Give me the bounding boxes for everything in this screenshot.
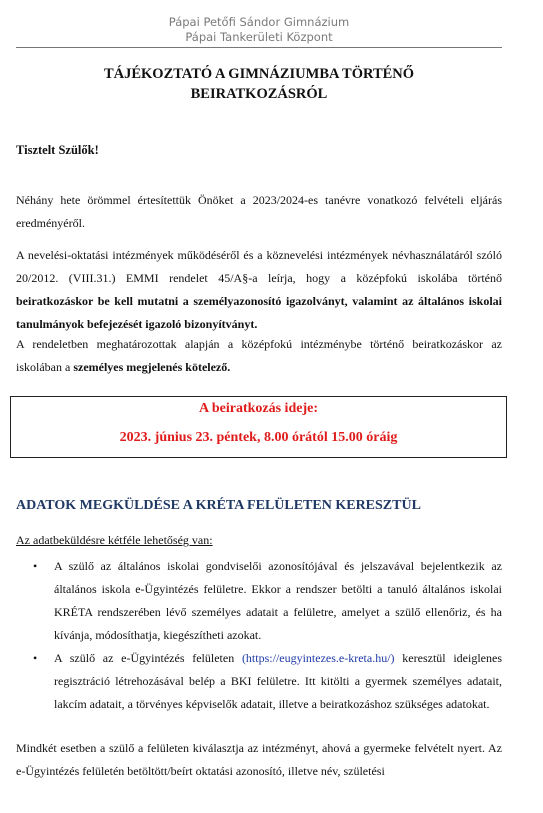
intro-paragraph: Néhány hete örömmel értesítettük Önöket a 2023/2024-es tanévre vonatkozó felvételi eljárás eredményéről. (16, 193, 502, 230)
greeting: Tisztelt Szülők! (16, 143, 99, 157)
option-2-text-post: keresztül ideiglenes regisztráció létrehozásával belép a BKI felületre. Itt kitölti a gyermek személyes adatait, lakcím adatait, a törvényes képviselők adatait, illetve a beiratkozáshoz szükséges adatokat. (54, 651, 502, 711)
document-header (0, 15, 518, 45)
presence-text: A rendeletben meghatározottak alapján a középfokú intézménybe történő beiratkozáskor az iskolában a (16, 337, 502, 374)
option-2-text-pre: A szülő az e-Ügyintézés felületen (54, 651, 242, 665)
title-line-2: BEIRATKOZÁSRÓL (190, 86, 328, 102)
title-line-1: TÁJÉKOZTATÓ A GIMNÁZIUMBA TÖRTÉNŐ (103, 66, 415, 82)
bullet-icon: • (33, 651, 38, 665)
legal-paragraph (16, 244, 502, 336)
list-item (16, 647, 502, 716)
option-1-text: A szülő az általános iskolai gondviselői azonosítójával és jelszavával bejelentkezik az általános iskola e-Ügyintézés felületre. Ekkor a rendszer betölti a tanuló általános iskolai KRÉTA rendszerében lévő személyes adatait a felületre, amelyet a szülő ellenőriz, és ha kívánja, módosíthatja, kiegészítheti azokat. (54, 559, 502, 642)
header-school-name: Pápai Petőfi Sándor Gimnázium (168, 15, 350, 29)
enrollment-time-value: 2023. június 23. péntek, 8.00 órától 15.00 óráig (119, 430, 398, 445)
presence-emphasis: személyes megjelenés kötelező. (73, 360, 231, 374)
closing-paragraph: Mindkét esetben a szülő a felületen kiválasztja az intézményt, ahová a gyermeke felvételt nyert. Az e-Ügyintézés felületén betöltött/beírt oktatási azonosító, illetve név, születési (16, 741, 502, 778)
enrollment-time-label: A beiratkozás ideje: (199, 401, 318, 416)
legal-emphasis: beiratkozáskor be kell mutatni a személyazonosító igazolványt, valamint az általános iskolai tanulmányok befejezését igazoló bizonyítványt. (16, 294, 502, 331)
header-divider (16, 47, 502, 48)
presence-paragraph (16, 333, 502, 379)
section-subheading: Az adatbeküldésre kétféle lehetőség van: (16, 533, 213, 547)
header-district-name: Pápai Tankerületi Központ (185, 30, 333, 44)
legal-text: A nevelési-oktatási intézmények működéséről és a köznevelési intézmények névhasználatáról szóló 20/2012. (VIII.31.) EMMI rendelet 45/A§-a leírja, hogy a középfokú iskolába történő (16, 248, 502, 285)
section-heading: ADATOK MEGKÜLDÉSE A KRÉTA FELÜLETEN KERESZTÜL (16, 498, 421, 513)
options-list (16, 555, 502, 716)
bullet-icon: • (33, 559, 38, 573)
document-title (0, 64, 518, 104)
eugyintezes-link[interactable]: (https://eugyintezes.e-kreta.hu/) (241, 651, 395, 665)
list-item (16, 555, 502, 647)
